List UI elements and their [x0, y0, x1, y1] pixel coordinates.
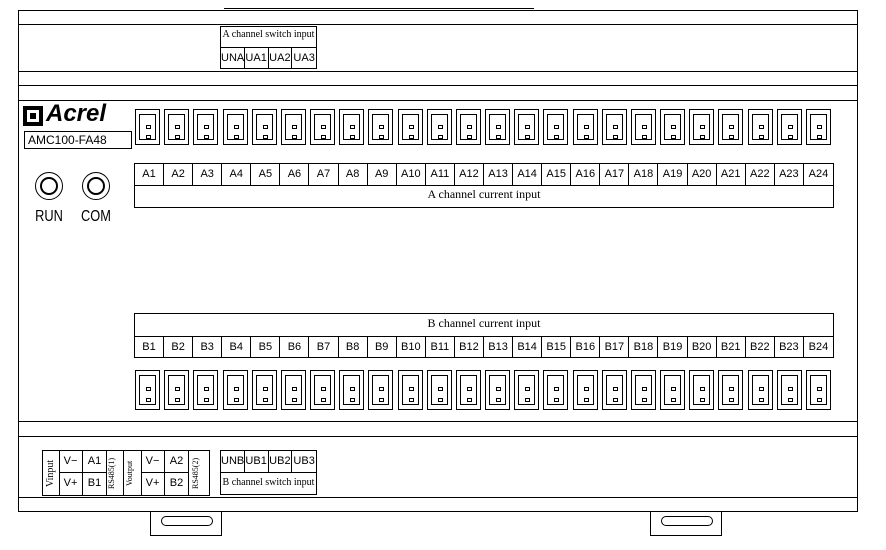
- model-label: AMC100-FA48: [24, 131, 132, 149]
- rs485-b1: B1: [83, 473, 107, 495]
- screw-terminal-b16: [573, 370, 598, 410]
- screw-terminal-a5: [252, 109, 277, 145]
- terminal-label-a4: A4: [222, 164, 251, 185]
- terminal-label-a18: A18: [629, 164, 658, 185]
- terminal-label-ua1: UA1: [245, 48, 269, 68]
- terminal-label-a13: A13: [484, 164, 513, 185]
- screw-terminal-a17: [602, 109, 627, 145]
- run-label: RUN: [35, 208, 63, 225]
- terminal-label-a5: A5: [251, 164, 280, 185]
- screw-terminal-a11: [427, 109, 452, 145]
- terminal-label-b17: B17: [600, 337, 629, 358]
- screw-terminal-b21: [718, 370, 743, 410]
- screw-terminal-b22: [748, 370, 773, 410]
- screw-terminal-b10: [398, 370, 423, 410]
- a-switch-title: A channel switch input: [222, 29, 315, 40]
- screw-terminal-a13: [485, 109, 510, 145]
- frame-line: [18, 24, 858, 25]
- screw-terminal-a22: [748, 109, 773, 145]
- com-led-icon: [82, 172, 110, 200]
- terminal-label-b18: B18: [629, 337, 658, 358]
- v-minus-2: V−: [141, 451, 165, 473]
- terminal-label-b13: B13: [484, 337, 513, 358]
- frame-line: [18, 85, 858, 86]
- terminal-label-a23: A23: [775, 164, 804, 185]
- a-switch-block: [220, 26, 317, 69]
- mount-clip-left: [150, 512, 222, 536]
- screw-terminal-a9: [368, 109, 393, 145]
- terminal-label-ua3: UA3: [293, 52, 315, 64]
- screw-terminal-b1: [135, 370, 160, 410]
- screw-terminal-b6: [281, 370, 306, 410]
- screw-terminal-a23: [777, 109, 802, 145]
- frame-line: [18, 436, 858, 437]
- terminal-label-ub3: UB3: [293, 455, 315, 467]
- terminal-label-b6: B6: [280, 337, 309, 358]
- terminal-label-a8: A8: [339, 164, 368, 185]
- top-bar: [224, 8, 534, 9]
- terminal-label-b3: B3: [193, 337, 222, 358]
- terminal-label-a11: A11: [426, 164, 455, 185]
- screw-terminal-b15: [543, 370, 568, 410]
- vinput-label: Vinput: [45, 459, 56, 487]
- b-current-block: [134, 313, 834, 358]
- screw-terminal-b5: [252, 370, 277, 410]
- screw-terminal-b24: [806, 370, 831, 410]
- terminal-label-b10: B10: [397, 337, 426, 358]
- run-led-icon: [35, 172, 63, 200]
- b-current-title: B channel current input: [427, 316, 541, 330]
- a-current-block: [134, 163, 834, 208]
- screw-terminal-b14: [514, 370, 539, 410]
- acrel-logo-icon: [22, 105, 44, 127]
- terminal-label-b14: B14: [513, 337, 542, 358]
- screw-terminal-b2: [164, 370, 189, 410]
- screw-terminal-a12: [456, 109, 481, 145]
- b-switch-title: B channel switch input: [222, 477, 315, 488]
- a-terminal-block: [134, 107, 834, 147]
- screw-terminal-a21: [718, 109, 743, 145]
- terminal-label-a24: A24: [808, 168, 829, 180]
- rs485-1-label: RS485(1): [107, 457, 116, 489]
- rs485-2-label: RS485(2): [191, 457, 200, 489]
- terminal-label-a7: A7: [310, 164, 339, 185]
- frame-line: [18, 100, 858, 101]
- terminal-label-b20: B20: [688, 337, 717, 358]
- terminal-label-a21: A21: [717, 164, 746, 185]
- terminal-label-b9: B9: [368, 337, 397, 358]
- b-terminal-block: [134, 368, 834, 412]
- terminal-label-b15: B15: [542, 337, 571, 358]
- screw-terminal-b13: [485, 370, 510, 410]
- terminal-label-a6: A6: [280, 164, 309, 185]
- terminal-label-a14: A14: [513, 164, 542, 185]
- screw-terminal-a6: [281, 109, 306, 145]
- screw-terminal-b17: [602, 370, 627, 410]
- screw-terminal-a24: [806, 109, 831, 145]
- terminal-label-b1: B1: [135, 337, 164, 358]
- power-comm-block: [42, 450, 210, 496]
- screw-terminal-b4: [223, 370, 248, 410]
- terminal-label-b5: B5: [251, 337, 280, 358]
- terminal-label-b23: B23: [775, 337, 804, 358]
- terminal-label-a9: A9: [368, 164, 397, 185]
- rs485-a2: A2: [165, 451, 189, 473]
- terminal-label-b22: B22: [746, 337, 775, 358]
- a-current-terminals: [135, 164, 833, 185]
- screw-terminal-a2: [164, 109, 189, 145]
- screw-terminal-a18: [631, 109, 656, 145]
- terminal-label-a19: A19: [659, 164, 688, 185]
- voutput-label: Voutput: [125, 460, 134, 486]
- terminal-label-a16: A16: [571, 164, 600, 185]
- v-plus-2: V+: [141, 473, 165, 495]
- screw-terminal-b9: [368, 370, 393, 410]
- screw-terminal-b19: [660, 370, 685, 410]
- terminal-label-a15: A15: [542, 164, 571, 185]
- terminal-label-b11: B11: [426, 337, 455, 358]
- screw-terminal-b12: [456, 370, 481, 410]
- terminal-label-a1: A1: [135, 164, 164, 185]
- b-switch-terminals: [221, 451, 316, 472]
- terminal-label-b16: B16: [571, 337, 600, 358]
- terminal-label-b24: B24: [808, 341, 829, 353]
- screw-terminal-a1: [135, 109, 160, 145]
- terminal-label-ua2: UA2: [269, 48, 293, 68]
- terminal-label-b7: B7: [310, 337, 339, 358]
- a-switch-terminals: [221, 48, 316, 68]
- screw-terminal-b20: [689, 370, 714, 410]
- screw-terminal-b23: [777, 370, 802, 410]
- frame-line: [18, 497, 858, 498]
- terminal-label-a22: A22: [746, 164, 775, 185]
- b-switch-block: [220, 450, 317, 495]
- terminal-label-a10: A10: [397, 164, 426, 185]
- terminal-label-b4: B4: [222, 337, 251, 358]
- screw-terminal-a7: [310, 109, 335, 145]
- screw-terminal-b18: [631, 370, 656, 410]
- terminal-label-una: UNA: [221, 48, 245, 68]
- screw-terminal-a10: [398, 109, 423, 145]
- terminal-label-unb: UNB: [221, 451, 245, 472]
- v-minus-1: V−: [59, 451, 83, 473]
- terminal-label-ub1: UB1: [245, 451, 269, 472]
- screw-terminal-a15: [543, 109, 568, 145]
- terminal-label-b19: B19: [659, 337, 688, 358]
- brand-logo: [22, 100, 112, 129]
- screw-terminal-b8: [339, 370, 364, 410]
- terminal-label-b21: B21: [717, 337, 746, 358]
- screw-terminal-a14: [514, 109, 539, 145]
- screw-terminal-b7: [310, 370, 335, 410]
- screw-terminal-a20: [689, 109, 714, 145]
- screw-terminal-a19: [660, 109, 685, 145]
- terminal-label-a3: A3: [193, 164, 222, 185]
- rs485-b2: B2: [165, 473, 189, 495]
- terminal-label-ub2: UB2: [269, 451, 293, 472]
- frame-line: [18, 71, 858, 72]
- b-current-terminals: [135, 337, 833, 358]
- terminal-label-a12: A12: [455, 164, 484, 185]
- screw-terminal-a4: [223, 109, 248, 145]
- screw-terminal-b11: [427, 370, 452, 410]
- screw-terminal-b3: [193, 370, 218, 410]
- screw-terminal-a16: [573, 109, 598, 145]
- terminal-label-b2: B2: [164, 337, 193, 358]
- terminal-label-a20: A20: [688, 164, 717, 185]
- rs485-a1: A1: [83, 451, 107, 473]
- frame-line: [18, 421, 858, 422]
- brand-name: Acrel: [46, 100, 107, 127]
- terminal-label-a17: A17: [600, 164, 629, 185]
- terminal-label-a2: A2: [164, 164, 193, 185]
- terminal-label-b12: B12: [455, 337, 484, 358]
- screw-terminal-a8: [339, 109, 364, 145]
- v-plus-1: V+: [59, 473, 83, 495]
- com-label: COM: [81, 208, 111, 225]
- mount-clip-right: [650, 512, 722, 536]
- a-current-title: A channel current input: [427, 187, 541, 201]
- terminal-label-b8: B8: [339, 337, 368, 358]
- screw-terminal-a3: [193, 109, 218, 145]
